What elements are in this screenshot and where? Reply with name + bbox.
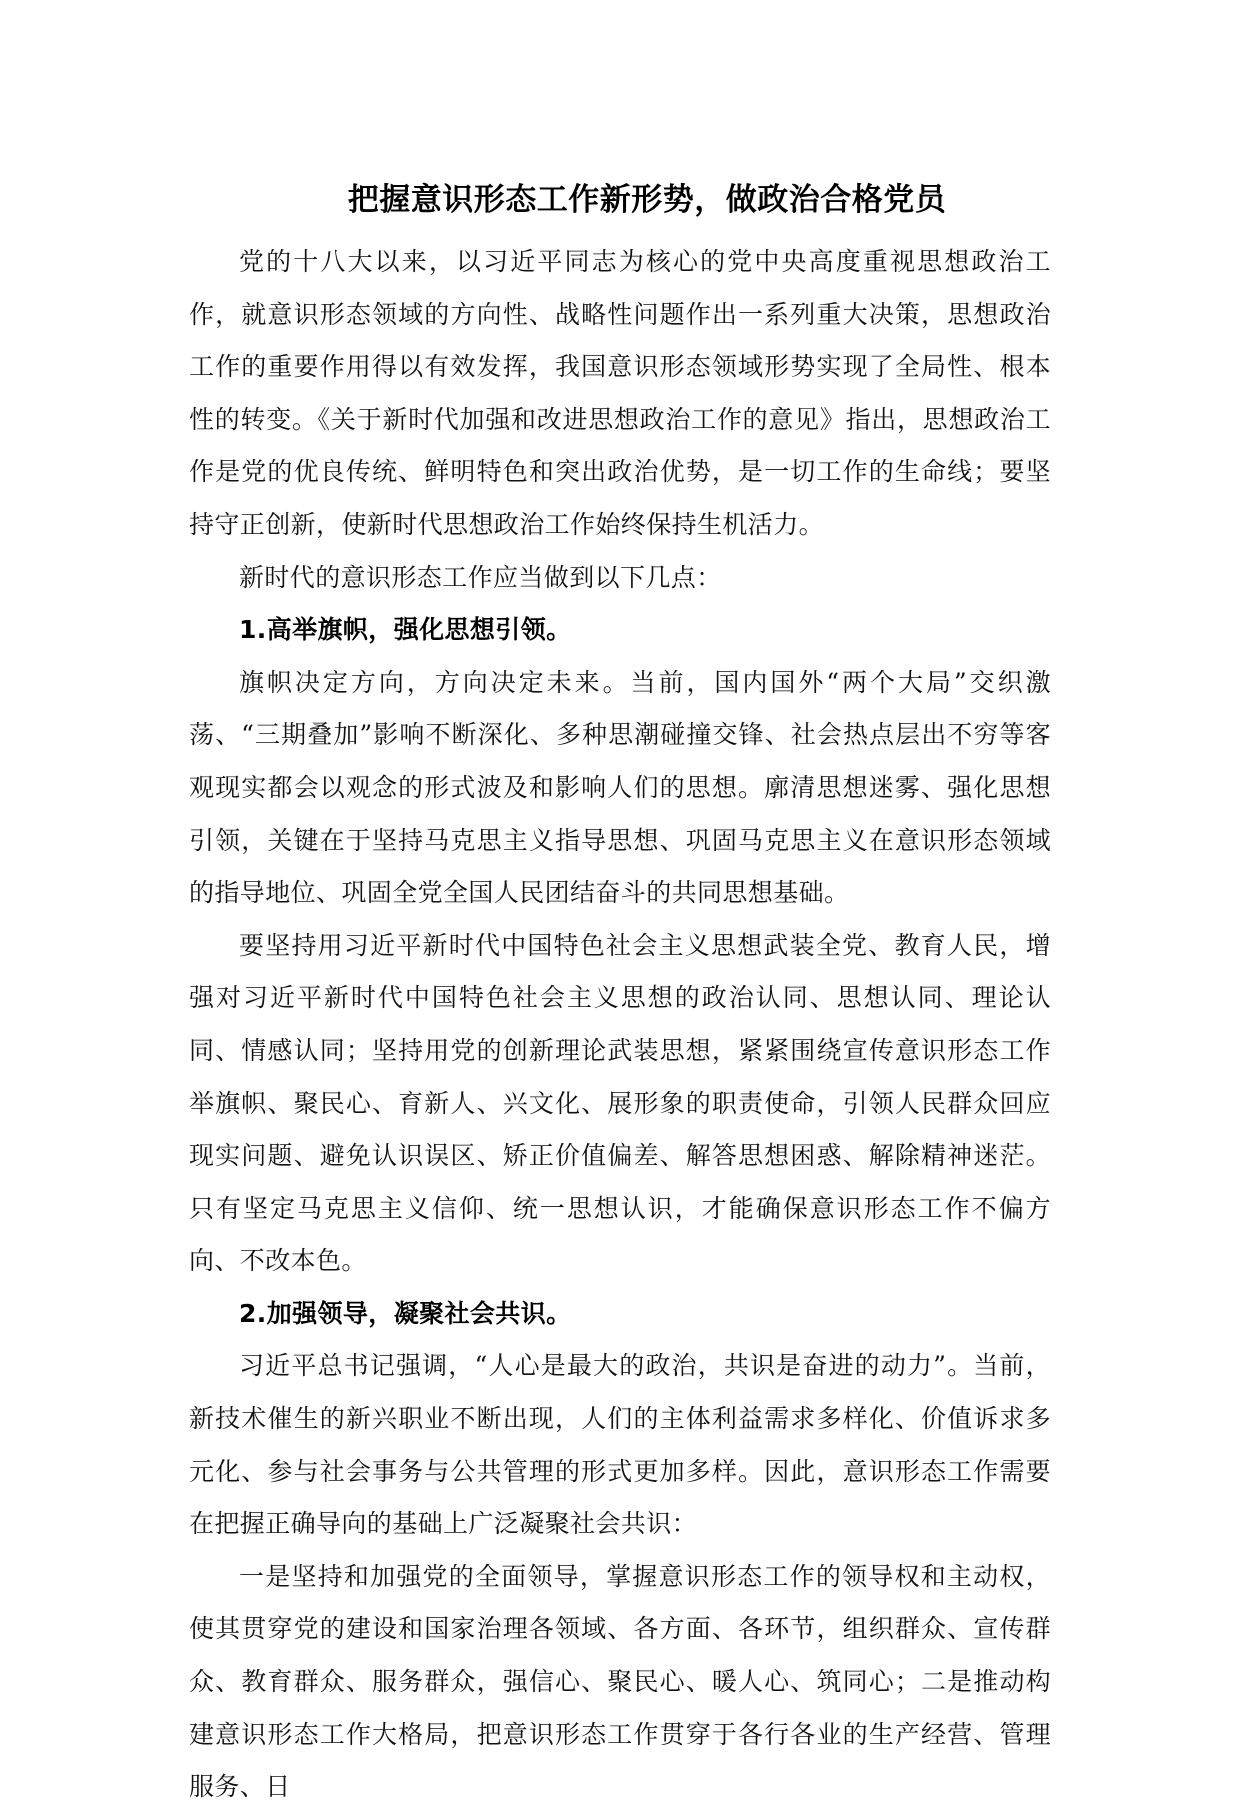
document-body [189,170,1051,1814]
section-heading-2: 2.加强领导，凝聚社会共识。 [239,1298,572,1328]
section-2-paragraph-2: 一是坚持和加强党的全面领导，掌握意识形态工作的领导权和主动权，使其贯穿党的建设和国家治理各领域、各方面、各环节，组织群众、宣传群众、教育群众、服务群众，强信心、聚民心、暖人心、筑同心；二是推动构建意识形态工作大格局，把意识形态工作贯穿于各行各业的生产经营、管理服务、日 [189,1561,1051,1802]
document-title: 把握意识形态工作新形势，做政治合格党员 [347,182,947,218]
section-1-paragraph-1: 旗帜决定方向，方向决定未来。当前，国内国外“两个大局”交织激荡、“三期叠加”影响不断深化、多种思潮碰撞交锋、社会热点层出不穷等客观现实都会以观念的形式波及和影响人们的思想。廓清思想迷雾、强化思想引领，关键在于坚持马克思主义指导思想、巩固马克思主义在意识形态领域的指导地位、巩固全党全国人民团结奋斗的共同思想基础。 [189,667,1051,908]
intro-paragraph: 党的十八大以来，以习近平同志为核心的党中央高度重视思想政治工作，就意识形态领域的方向性、战略性问题作出一系列重大决策，思想政治工作的重要作用得以有效发挥，我国意识形态领域形势实现了全局性、根本性的转变。《关于新时代加强和改进思想政治工作的意见》指出，思想政治工作是党的优良传统、鲜明特色和突出政治优势，是一切工作的生命线；要坚持守正创新，使新时代思想政治工作始终保持生机活力。 [189,247,1051,539]
section-1-paragraph-2: 要坚持用习近平新时代中国特色社会主义思想武装全党、教育人民，增强对习近平新时代中国特色社会主义思想的政治认同、思想认同、理论认同、情感认同；坚持用党的创新理论武装思想，紧紧围绕宣传意识形态工作举旗帜、聚民心、育新人、兴文化、展形象的职责使命，引领人民群众回应现实问题、避免认识误区、矫正价值偏差、解答思想困惑、解除精神迷茫。只有坚定马克思主义信仰、统一思想认识，才能确保意识形态工作不偏方向、不改本色。 [189,930,1051,1276]
section-2-paragraph-1: 习近平总书记强调，“人心是最大的政治，共识是奋进的动力”。当前，新技术催生的新兴职业不断出现，人们的主体利益需求多样化、价值诉求多元化、参与社会事务与公共管理的形式更加多样。因此，意识形态工作需要在把握正确导向的基础上广泛凝聚社会共识： [189,1351,1051,1539]
lead-paragraph: 新时代的意识形态工作应当做到以下几点： [239,562,722,592]
section-heading-1: 1.高举旗帜，强化思想引领。 [239,615,572,645]
